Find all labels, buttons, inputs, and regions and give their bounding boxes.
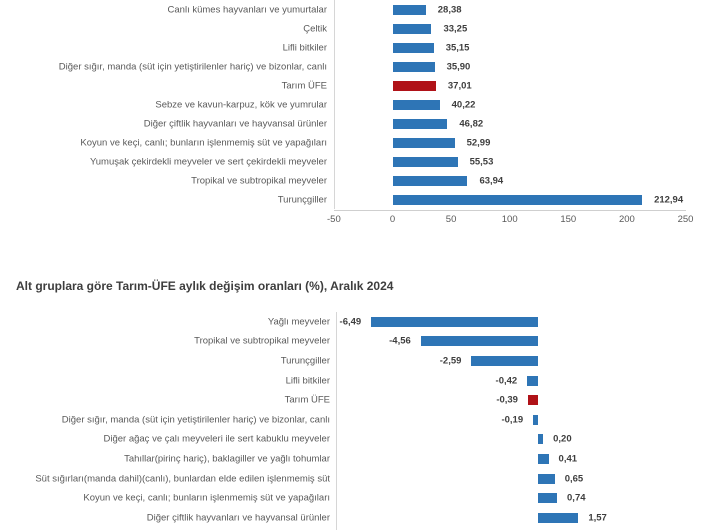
bar [393, 157, 458, 167]
category-label: Diğer sığır, manda (süt için yetiştirilenler hariç) ve bizonlar, canlı [61, 414, 330, 426]
bar [538, 474, 555, 484]
value-label: 0,65 [564, 473, 584, 485]
plot-left-border [334, 0, 335, 209]
bar-row [0, 469, 720, 489]
category-label: Tarım ÜFE [281, 80, 327, 92]
category-label: Yağlı meyveler [267, 316, 330, 328]
bar [393, 43, 434, 53]
value-label: -0,42 [495, 375, 518, 387]
category-label: Canlı kümes hayvanları ve yumurtalar [167, 4, 327, 16]
bar [393, 62, 435, 72]
bar-row [0, 351, 720, 371]
annual-chart-rows [0, 0, 720, 210]
category-label: Lifli bitkiler [285, 375, 330, 387]
bar-row [0, 115, 720, 134]
value-label: 52,99 [466, 137, 491, 149]
x-axis-tick-label: 150 [560, 214, 577, 225]
value-label: 0,20 [553, 433, 572, 445]
bar-tarim-ufe-highlight [393, 81, 436, 91]
value-label: 40,22 [451, 99, 476, 111]
bar-row [0, 371, 720, 391]
bar-row [0, 449, 720, 469]
value-label: -4,56 [389, 335, 411, 347]
bar-tarim-ufe-highlight [528, 395, 538, 405]
bar [527, 376, 538, 386]
category-label: Süt sığırları(manda dahil)(canlı), bunlardan elde edilen işlenmemiş süt [35, 473, 330, 485]
category-label: Tarım ÜFE [284, 394, 330, 406]
value-label: 212,94 [654, 194, 684, 206]
bar-row [0, 76, 720, 95]
value-label: 0,41 [558, 453, 578, 465]
category-label: Tropikal ve subtropikal meyveler [194, 335, 330, 347]
value-label: 33,25 [443, 23, 468, 35]
bar-row [0, 508, 720, 528]
value-label: -6,49 [339, 316, 362, 328]
x-axis-tick-label: 200 [618, 214, 635, 225]
bar [393, 176, 468, 186]
bar-row [0, 410, 720, 430]
plot-left-border [336, 312, 337, 530]
bar-row [0, 172, 720, 191]
bar [393, 5, 426, 15]
value-label: 63,94 [479, 175, 504, 187]
value-label: 0,74 [567, 492, 586, 504]
x-axis-tick-label: 50 [445, 214, 457, 225]
bar-row [0, 312, 720, 332]
value-label: 35,15 [445, 42, 470, 54]
bar [538, 493, 557, 503]
bar [533, 415, 538, 425]
bar-row [0, 191, 720, 210]
value-label: 55,53 [469, 156, 494, 168]
category-label: Yumuşak çekirdekli meyveler ve sert çekirdekli meyveler [89, 156, 327, 168]
bar-row [0, 488, 720, 508]
value-label: -0,19 [501, 414, 524, 426]
annual-change-chart [0, 0, 720, 232]
value-label: -0,39 [496, 394, 518, 406]
category-label: Turunçgiller [280, 355, 330, 367]
x-axis-line [334, 210, 686, 211]
monthly-chart-title: Alt gruplara göre Tarım-ÜFE aylık değişim oranları (%), Aralık 2024 [16, 279, 394, 293]
bar [393, 24, 432, 34]
x-axis-tick-label: -50 [327, 214, 341, 225]
category-label: Diğer sığır, manda (süt için yetiştirilenler hariç) ve bizonlar, canlı [58, 61, 327, 73]
bar-row [0, 134, 720, 153]
category-label: Diğer çiftlik hayvanları ve hayvansal ürünler [146, 512, 330, 524]
category-label: Çeltik [303, 23, 327, 35]
bar [538, 513, 578, 523]
x-axis-tick-label: 100 [501, 214, 518, 225]
bar [393, 138, 455, 148]
bar-row [0, 0, 720, 19]
x-axis-tick-label: 0 [389, 214, 396, 225]
bar [393, 119, 448, 129]
category-label: Koyun ve keçi, canlı; bunların işlenmemiş süt ve yapağıları [83, 492, 330, 504]
bar-row [0, 153, 720, 172]
category-label: Diğer çiftlik hayvanları ve hayvansal ürünler [143, 118, 327, 130]
bar [371, 317, 538, 327]
bar-row [0, 57, 720, 76]
category-label: Sebze ve kavun-karpuz, kök ve yumrular [155, 99, 327, 111]
bar [471, 356, 538, 366]
category-label: Tropikal ve subtropikal meyveler [191, 175, 327, 187]
category-label: Lifli bitkiler [282, 42, 327, 54]
x-axis-tick-label: 250 [677, 214, 694, 225]
value-label: 37,01 [447, 80, 472, 92]
bar [393, 100, 440, 110]
monthly-change-chart [0, 312, 720, 530]
category-label: Turunçgiller [277, 194, 327, 206]
bar-row [0, 19, 720, 38]
value-label: 35,90 [446, 61, 471, 73]
value-label: 1,57 [588, 512, 607, 524]
category-label: Tahıllar(pirinç hariç), baklagiller ve yağlı tohumlar [124, 453, 330, 465]
bar-row [0, 430, 720, 450]
value-label: -2,59 [439, 355, 462, 367]
bar-row [0, 332, 720, 352]
monthly-chart-rows [0, 312, 720, 528]
value-label: 46,82 [459, 118, 484, 130]
value-label: 28,38 [437, 4, 462, 16]
bar [393, 195, 643, 205]
bar [538, 434, 543, 444]
bar [538, 454, 549, 464]
bar-row [0, 390, 720, 410]
bar-row [0, 38, 720, 57]
category-label: Koyun ve keçi, canlı; bunların işlenmemiş süt ve yapağıları [80, 137, 327, 149]
bar [421, 336, 538, 346]
category-label: Diğer ağaç ve çalı meyveleri ile sert kabuklu meyveler [103, 433, 330, 445]
bar-row [0, 95, 720, 114]
